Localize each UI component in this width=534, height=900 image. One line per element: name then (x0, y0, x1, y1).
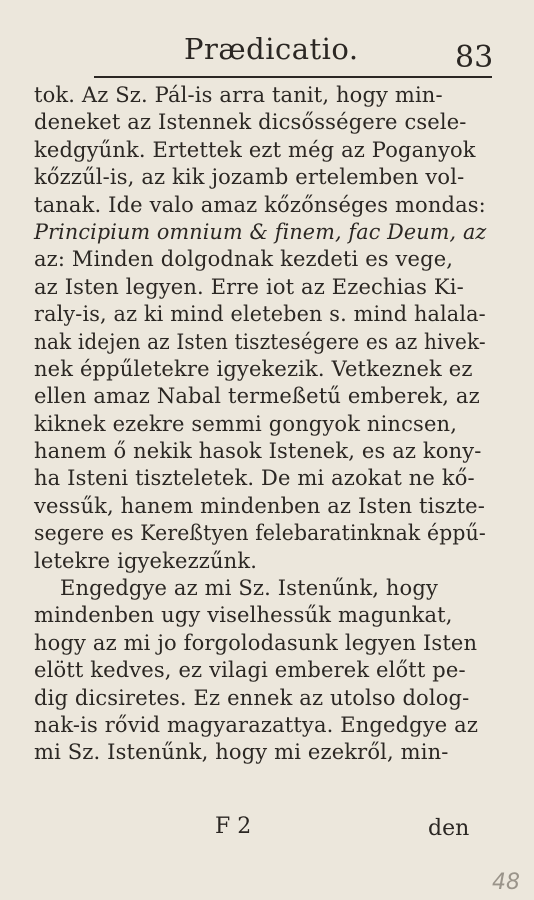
pencil-margin-note: 48 (492, 870, 520, 895)
text-line: tanak. Ide valo amaz kőzőnséges mondas: (34, 192, 486, 217)
text-line: az: Minden dolgodnak kezdeti es vege, (34, 247, 454, 272)
text-line: az Isten legyen. Erre iot az Ezechias Ki- (34, 274, 464, 299)
body-text (34, 82, 486, 767)
text-line: kőzzűl-is, az kik jozamb ertelemben vol- (34, 165, 465, 190)
text-line: Principium omnium & finem, fac Deum, az (34, 219, 487, 244)
text-line: tok. Az Sz. Pál-is arra tanit, hogy min- (34, 83, 443, 107)
text-line: Engedgye az mi Sz. Istenűnk, hogy (60, 576, 438, 601)
text-line: mi Sz. Istenűnk, hogy mi ezekről, min- (34, 740, 449, 765)
text-line: hanem ő nekik hasok Istenek, es az kony- (34, 439, 482, 464)
text-line: nek éppűletekre igyekezik. Vetkeznek ez (34, 356, 473, 381)
page-footer (0, 814, 534, 854)
header-rule (94, 76, 492, 78)
text-line: ellen amaz Nabal termeßetű emberek, az (34, 384, 480, 409)
text-line: hogy az mi jo forgolodasunk legyen Isten (34, 630, 478, 655)
running-head (0, 26, 534, 74)
text-line: vessűk, hanem mindenben az Isten tiszte- (34, 493, 486, 518)
text-line: kiknek ezekre semmi gongyok nincsen, (34, 411, 458, 436)
catchword: den (428, 816, 470, 841)
running-title: Prædicatio. (184, 32, 359, 66)
page-number: 83 (455, 40, 494, 75)
text-line: mindenben ugy viselhessűk magunkat, (34, 603, 453, 628)
text-line: ha Isteni tiszteletek. De mi azokat ne kő- (34, 466, 475, 491)
text-line: raly-is, az ki mind eleteben s. mind halala- (34, 302, 486, 327)
text-line: nak-is rővid magyarazattya. Engedgye az (34, 712, 479, 737)
text-line: segere es Kereßtyen felebaratinknak éppű- (34, 521, 486, 546)
text-line: nak idejen az Isten tiszteségere es az hivek- (34, 329, 486, 354)
signature-mark: F 2 (215, 814, 252, 839)
text-line: kedgyűnk. Ertettek ezt még az Poganyok (34, 137, 476, 162)
text-line: elött kedves, ez vilagi emberek előtt pe- (34, 658, 466, 683)
text-line: dig dicsiretes. Ez ennek az utolso dolog- (34, 685, 470, 710)
text-line: deneket az Istennek dicsősségere csele- (34, 110, 467, 135)
text-line: letekre igyekezzűnk. (34, 548, 258, 573)
